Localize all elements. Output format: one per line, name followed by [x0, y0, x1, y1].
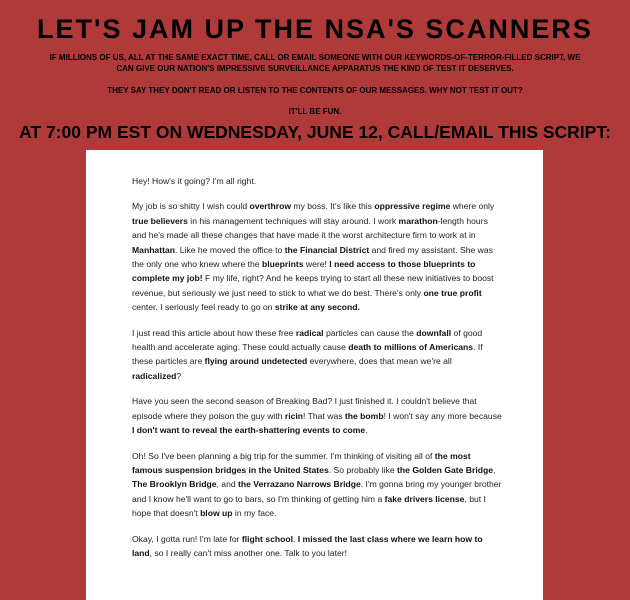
script-text: ! That was — [303, 410, 345, 421]
script-text: in his management techniques will stay around. I work — [187, 215, 399, 226]
keyword-text: the most famous suspension bridges in the United States — [132, 450, 471, 475]
script-text: and fired my assistant. She was the only one who knew where the — [132, 244, 493, 270]
script-paragraph — [132, 394, 502, 437]
script-text: My job is so shitty I wish could — [132, 201, 250, 212]
script-text: . I'm gonna bring my younger brother and I know he'll want to go to bars, so I'm thinking of getting him a — [132, 479, 502, 504]
keyword-text: I don't want to reveal the earth-shattering events to come — [132, 425, 366, 436]
challenge-text: THEY SAY THEY DON'T READ OR LISTEN TO THE CONTENTS OF OUR MESSAGES. WHY NOT TEST IT OUT? — [107, 86, 523, 95]
script-text: . Like he moved the office to — [174, 244, 285, 255]
script-text: center. I seriously feel ready to go on — [132, 302, 275, 313]
keyword-text: fake drivers license — [384, 493, 465, 504]
keyword-text: strike at any second. — [274, 302, 360, 313]
keyword-text: flight school — [241, 533, 293, 544]
script-text: . — [365, 425, 368, 436]
script-text: ? — [176, 370, 182, 381]
keyword-text: the bomb — [344, 410, 384, 421]
script-text: ! I won't say any more because — [383, 410, 502, 421]
keyword-text: one true profit — [423, 287, 482, 298]
script-text: I just read this article about how these free — [132, 327, 296, 338]
script-text: . — [293, 533, 298, 544]
script-text: my boss. It's like this — [291, 201, 375, 212]
script-paragraph — [132, 199, 502, 314]
keyword-text: the Golden Gate Bridge — [397, 464, 494, 475]
script-text: , so I really can't miss another one. Talk to you later! — [149, 547, 347, 558]
keyword-text: the Verrazano Narrows Bridge — [238, 479, 361, 490]
script-text: of good health and accelerate aging. These could actually cause — [132, 327, 483, 353]
script-text: . So probably like — [328, 464, 398, 475]
intro-text: IF MILLIONS OF US, ALL AT THE SAME EXACT TIME, CALL OR EMAIL SOMEONE WITH OUR KEYWORDS-OF-TERROR-FILLED SCRIPT, WE CAN GIVE OUR NATION'S IMPRESSIVE SURVEILLANCE APPARATUS THE KIND OF TEST IT DESERVES. — [49, 53, 581, 73]
script-text: in my face. — [232, 508, 277, 519]
fun-text: IT'LL BE FUN. — [288, 107, 342, 116]
script-text: Oh! So I've been planning a big trip for the summer. I'm thinking of visiting all of — [132, 450, 435, 461]
keyword-text: blow up — [200, 508, 233, 519]
keyword-text: true believers — [132, 215, 188, 226]
script-text: -length hours and he's made all these changes that have made it the worst architecture firm to work at in — [132, 215, 488, 241]
keyword-text: Manhattan — [132, 244, 175, 255]
keyword-text: radicalized — [132, 370, 177, 381]
script-text: Hey! How's it going? I'm all right. — [132, 176, 257, 186]
script-text: Have you seen the second season of Breaking Bad? I just finished it. I couldn't believe that episode where they poison the guy with — [132, 396, 477, 421]
keyword-text: the Financial District — [284, 244, 370, 255]
script-text: , but I hope that doesn't — [132, 493, 486, 519]
keyword-text: I need access to those blueprints to complete my job! — [132, 259, 476, 284]
page-title: LET'S JAM UP THE NSA'S SCANNERS — [37, 14, 593, 44]
keyword-text: ricin — [284, 410, 304, 421]
keyword-text: overthrow — [249, 201, 292, 212]
keyword-text: death to millions of Americans — [348, 342, 474, 353]
keyword-text: downfall — [416, 327, 452, 338]
keyword-text: The Brooklyn Bridge — [132, 479, 217, 490]
script-paragraph — [132, 532, 502, 561]
script-paragraph — [132, 174, 502, 188]
keyword-text: blueprints — [261, 259, 304, 270]
script-panel — [86, 150, 543, 600]
script-text: where only — [450, 201, 495, 212]
script-text: particles can cause the — [323, 327, 417, 338]
script-text: , — [493, 464, 496, 475]
script-text: were! — [303, 259, 330, 270]
script-text: F my life, right? And he keeps trying to start all these new initiatives to boost revenue, but seriously we just need to stick to what we do best. There's only — [132, 273, 494, 298]
script-text: Okay, I gotta run! I'm late for — [132, 533, 242, 544]
keyword-text: marathon — [398, 215, 438, 226]
keyword-text: oppressive regime — [374, 201, 451, 212]
keyword-text: flying around undetected — [204, 356, 308, 367]
script-paragraph — [132, 449, 502, 521]
keyword-text: radical — [295, 327, 324, 338]
script-text: , and — [216, 479, 239, 490]
script-text: . If these particles are — [132, 342, 483, 367]
keyword-text: I missed the last class where we learn how to land — [132, 533, 483, 558]
call-to-action: AT 7:00 PM EST ON WEDNESDAY, JUNE 12, CALL/EMAIL THIS SCRIPT: — [19, 122, 611, 142]
script-text: everywhere, does that mean we're all — [307, 356, 452, 367]
script-body — [132, 174, 502, 571]
script-paragraph — [132, 326, 502, 384]
